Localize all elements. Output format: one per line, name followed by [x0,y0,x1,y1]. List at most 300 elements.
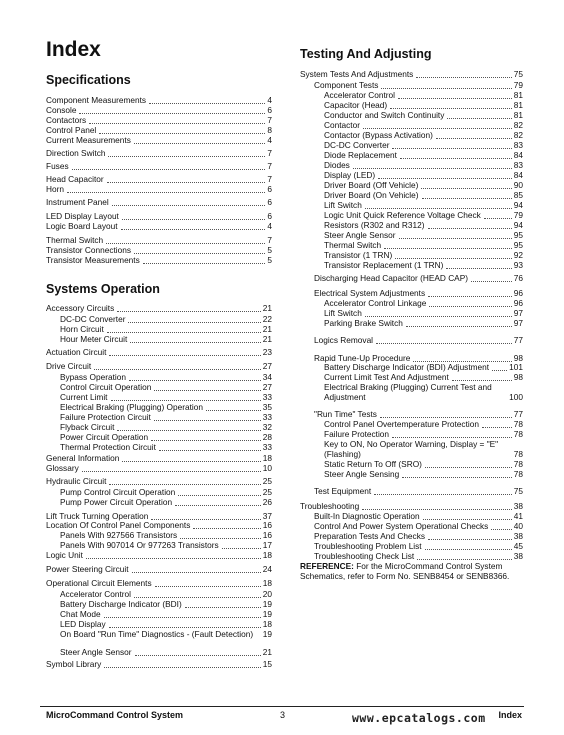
entry-page: 94 [513,220,523,230]
dot-leader [452,380,512,381]
entry-label: Transistor Measurements [46,255,140,265]
index-entry [60,630,272,640]
entry-label: Current Limit Test And Adjustment [324,372,449,382]
entry-page: 81 [513,90,523,100]
dot-leader [111,400,261,401]
entry-label: DC-DC Converter [60,314,126,324]
entry-label: Static Return To Off (SRO) [324,459,422,469]
entry-page: 41 [513,511,523,521]
entry-page: 24 [262,564,272,574]
dot-leader [392,148,511,149]
dot-leader [406,326,512,327]
index-entry [46,477,272,487]
entry-label: Accessory Circuits [46,303,115,313]
entry-label: Display (LED) [324,170,376,180]
entry-label: Pump Control Circuit Operation [60,487,176,497]
entry-label: General Information [46,453,120,463]
dot-leader [67,192,265,193]
entry-label: System Tests And Adjustments [300,69,414,79]
entry-page: 83 [513,140,523,150]
entry-page: 8 [267,125,272,135]
dot-leader [112,205,266,206]
dot-leader [175,505,261,506]
entry-page: 28 [262,432,272,442]
dot-leader [143,263,266,264]
entry-label: Hydraulic Circuit [46,476,107,486]
dot-leader [492,370,507,371]
dot-leader [365,208,512,209]
entry-label: Pump Power Circuit Operation [60,497,173,507]
entry-page: 82 [513,120,523,130]
entry-label: Control Circuit Operation [60,382,152,392]
entry-page: 33 [262,412,272,422]
dot-leader [185,607,261,608]
entry-page: 10 [262,463,272,473]
entry-page: 32 [262,422,272,432]
entry-page: 7 [267,235,272,245]
entry-label: Conductor and Switch Continuity [324,110,445,120]
dot-leader [72,169,266,170]
entry-label: Current Measurements [46,135,131,145]
entry-label: Capacitor (Head) [324,100,388,110]
footer-rule [40,706,524,707]
dot-leader [149,103,265,104]
dot-leader [129,380,261,381]
entry-label: Built-In Diagnostic Operation [314,511,420,521]
entry-page: 101 [509,362,523,372]
dot-leader [395,258,512,259]
entry-label: Transistor Connections [46,245,132,255]
dot-leader [446,268,511,269]
dot-leader [193,528,260,529]
entry-label: Steer Angle Sensor [60,647,132,657]
entry-page: 35 [262,402,272,412]
dot-leader [484,218,512,219]
entry-page: 7 [267,174,272,184]
entry-page: 33 [262,442,272,452]
index-entry [46,256,272,266]
index-entry [314,336,523,346]
entry-page: 79 [513,80,523,90]
entry-page: 27 [262,361,272,371]
footer-section: Index [498,710,522,720]
entry-label: Parking Brake Switch [324,318,403,328]
index-entry [60,498,272,508]
dot-leader [428,539,512,540]
entry-label: Rapid Tune-Up Procedure [314,353,411,363]
entry-label: DC-DC Converter [324,140,390,150]
entry-label: Electrical System Adjustments [314,288,426,298]
entry-label: Thermal Switch [46,235,104,245]
entry-page: 38 [513,551,523,561]
entry-page: 27 [262,382,272,392]
dot-leader [222,548,261,549]
dot-leader [428,296,512,297]
dot-leader [436,138,512,139]
dot-leader [425,467,512,468]
dot-leader [482,427,512,428]
entry-label: Driver Board (Off Vehicle) [324,180,419,190]
entry-label: Horn [46,184,64,194]
reference-label: REFERENCE: [300,561,354,571]
index-entry [324,383,523,402]
index-entry [46,136,272,146]
entry-page: 4 [267,135,272,145]
dot-leader [378,178,512,179]
dot-leader [422,198,512,199]
dot-leader [429,306,511,307]
entry-page: 77 [513,409,523,419]
index-entry [46,222,272,232]
entry-page: 21 [262,334,272,344]
dot-leader [107,182,266,183]
entry-label: Control Panel [46,125,97,135]
dot-leader [180,538,261,539]
entry-page: 19 [262,609,272,619]
entry-label: Thermal Protection Circuit [60,442,156,452]
entry-label: Electrical Braking (Plugging) Current Test and Adjustment [324,382,492,402]
dot-leader [122,219,266,220]
entry-label: Lift Truck Turning Operation [46,511,149,521]
entry-page: 17 [262,540,272,550]
dot-leader [117,430,260,431]
entry-label: Chat Mode [60,609,101,619]
dot-leader [89,123,265,124]
dot-leader [154,390,260,391]
entry-label: Failure Protection Circuit [60,412,151,422]
index-entry [46,362,272,372]
index-entry [46,348,272,358]
entry-page: 38 [513,501,523,511]
entry-page: 37 [262,511,272,521]
entry-page: 19 [262,599,272,609]
index-entry [46,579,272,589]
footer-page-number: 3 [280,710,286,720]
entry-page: 79 [513,210,523,220]
entry-label: Component Tests [314,80,379,90]
entry-label: Horn Circuit [60,324,104,334]
dot-leader [134,253,265,254]
entry-page: 84 [513,170,523,180]
entry-page: 7 [267,161,272,171]
entry-page: 75 [513,69,523,79]
entry-page: 78 [513,448,523,459]
dot-leader [135,655,261,656]
dot-leader [447,118,511,119]
entry-page: 98 [513,353,523,363]
index-entry [314,487,523,497]
dot-leader [376,343,512,344]
entry-page: 38 [513,531,523,541]
dot-leader [86,558,261,559]
entry-page: 22 [262,314,272,324]
index-entry [60,335,272,345]
entry-label: Resistors (R302 and R312) [324,220,425,230]
index-entry [300,70,523,80]
dot-leader [400,158,512,159]
entry-page: 6 [267,197,272,207]
entry-label: Contactor (Bypass Activation) [324,130,433,140]
entry-page: 97 [513,318,523,328]
watermark: www.epcatalogs.com [352,711,486,725]
entry-label: Logic Board Layout [46,221,118,231]
dot-leader [392,437,512,438]
entry-label: Power Steering Circuit [46,564,129,574]
dot-leader [425,549,512,550]
entry-label: Head Capacitor [46,174,104,184]
entry-page: 83 [513,160,523,170]
entry-label: Lift Switch [324,200,362,210]
entry-label: Bypass Operation [60,372,126,382]
entry-label: Symbol Library [46,659,102,669]
entry-label: Operational Circuit Elements [46,578,152,588]
entry-label: LED Display [60,619,106,629]
entry-page: 95 [513,240,523,250]
entry-label: Electrical Braking (Plugging) Operation [60,402,203,412]
entry-label: Location Of Control Panel Components [46,520,191,530]
dot-leader [108,156,265,157]
entry-label: Logic Unit [46,550,83,560]
dot-leader [132,572,261,573]
entry-page: 7 [267,115,272,125]
entry-label: Control And Power System Operational Checks [314,521,489,531]
entry-label: Troubleshooting Check List [314,551,415,561]
entry-page: 78 [513,419,523,429]
index-title: Index [46,38,101,61]
dot-leader [82,471,261,472]
dot-leader [79,113,265,114]
entry-label: Troubleshooting Problem List [314,541,422,551]
index-entry [46,551,272,561]
entry-label: Drive Circuit [46,361,92,371]
index-entry [60,443,272,453]
dot-leader [402,477,512,478]
entry-page: 21 [262,324,272,334]
entry-page: 4 [267,221,272,231]
dot-leader [130,342,260,343]
index-entry [46,464,272,474]
dot-leader [134,143,266,144]
entry-page: 78 [513,429,523,439]
dot-leader [134,597,261,598]
dot-leader [398,98,512,99]
entry-page: 18 [262,619,272,629]
index-entry [324,470,523,480]
dot-leader [117,311,261,312]
dot-leader [109,355,260,356]
entry-label: Glossary [46,463,79,473]
entry-page: 85 [513,190,523,200]
dot-leader [104,667,260,668]
entry-page: 75 [513,486,523,496]
index-entry [46,149,272,159]
entry-page: 96 [513,288,523,298]
entry-label: Instrument Panel [46,197,109,207]
entry-page: 77 [513,335,523,345]
entry-label: Direction Switch [46,148,106,158]
entry-label: Fuses [46,161,69,171]
entry-page: 18 [262,550,272,560]
entry-label: Driver Board (On Vehicle) [324,190,419,200]
index-entry [46,454,272,464]
entry-label: Console [46,105,77,115]
entry-label: Key to ON, No Operator Warning, Display = "E" (Flashing) [324,439,499,459]
dot-leader [417,559,512,560]
entry-page: 19 [262,629,272,639]
index-entry [324,319,523,329]
dot-leader [154,420,261,421]
entry-page: 78 [513,469,523,479]
entry-page: 45 [513,541,523,551]
dot-leader [416,77,511,78]
entry-label: Diodes [324,160,350,170]
entry-page: 92 [513,250,523,260]
entry-page: 82 [513,130,523,140]
entry-label: Accelerator Control [60,589,132,599]
index-entry [60,648,272,658]
entry-label: Accelerator Control Linkage [324,298,427,308]
entry-label: Troubleshooting [300,501,360,511]
entry-label: Steer Angle Sensing [324,469,400,479]
entry-label: Panels With 907014 Or 977263 Transistors [60,540,219,550]
index-entry [314,274,523,284]
entry-label: Transistor Replacement (1 TRN) [324,260,444,270]
dot-leader [122,461,260,462]
reference-note [300,561,515,581]
entry-label: Test Equipment [314,486,372,496]
dot-leader [159,450,261,451]
entry-label: Current Limit [60,392,108,402]
dot-leader [99,133,265,134]
entry-page: 5 [267,255,272,265]
entry-page: 6 [267,105,272,115]
dot-leader [491,529,511,530]
index-entry [46,185,272,195]
entry-page: 4 [267,95,272,105]
entry-label: Transistor (1 TRN) [324,250,393,260]
entry-label: Contactor [324,120,360,130]
entry-page: 20 [262,589,272,599]
dot-leader [109,627,261,628]
entry-page: 97 [513,308,523,318]
index-entry [46,660,272,670]
entry-label: On Board "Run Time" Diagnostics - (Fault Detection) [60,629,254,639]
dot-leader [423,519,512,520]
entry-label: Panels With 927566 Transistors [60,530,178,540]
dot-leader [380,417,512,418]
entry-label: Preparation Tests And Checks [314,531,425,541]
entry-label: Logics Removal [314,335,374,345]
entry-page: 6 [267,184,272,194]
entry-label: Contactors [46,115,87,125]
entry-page: 5 [267,245,272,255]
dot-leader [365,316,512,317]
entry-page: 18 [262,578,272,588]
entry-page: 98 [513,372,523,382]
dot-leader [107,332,261,333]
entry-page: 84 [513,150,523,160]
entry-page: 94 [513,200,523,210]
entry-page: 25 [262,476,272,486]
dot-leader [390,108,512,109]
index-entry [46,175,272,185]
entry-label: Flyback Circuit [60,422,115,432]
testing-adjusting-heading: Testing And Adjusting [300,47,432,61]
entry-page: 16 [262,520,272,530]
entry-page: 96 [513,298,523,308]
entry-page: 33 [262,392,272,402]
dot-leader [121,229,266,230]
entry-page: 16 [262,530,272,540]
systems-operation-heading: Systems Operation [46,282,160,296]
entry-page: 25 [262,487,272,497]
dot-leader [128,322,260,323]
dot-leader [206,410,261,411]
entry-page: 6 [267,211,272,221]
index-entry [324,151,523,161]
specifications-heading: Specifications [46,73,131,87]
entry-page: 81 [513,110,523,120]
dot-leader [384,248,512,249]
entry-label: Actuation Circuit [46,347,107,357]
index-entry [46,162,272,172]
entry-label: Failure Protection [324,429,390,439]
entry-label: Logic Unit Quick Reference Voltage Check [324,210,481,220]
index-entry [60,541,272,551]
dot-leader [155,586,261,587]
reference-text: For the MicroCommand Control System Schematics, refer to Form No. SENB8454 or SENB8366. [300,561,510,581]
dot-leader [94,369,261,370]
dot-leader [399,238,512,239]
dot-leader [421,188,511,189]
entry-page: 7 [267,148,272,158]
entry-label: Component Measurements [46,95,147,105]
index-entry [46,565,272,575]
index-entry [324,261,523,271]
entry-page: 100 [509,391,523,402]
dot-leader [362,509,512,510]
entry-page: 40 [513,521,523,531]
entry-page: 93 [513,260,523,270]
entry-page: 34 [262,372,272,382]
dot-leader [106,243,265,244]
dot-leader [381,88,511,89]
entry-page: 95 [513,230,523,240]
index-entry [46,96,272,106]
index-entry [324,440,523,459]
entry-page: 26 [262,497,272,507]
entry-label: Steer Angle Sensor [324,230,396,240]
entry-page: 18 [262,453,272,463]
entry-page: 81 [513,100,523,110]
entry-label: Control Panel Overtemperature Protection [324,419,479,429]
entry-label: Accelerator Control [324,90,396,100]
entry-label: Battery Discharge Indicator (BDI) [60,599,182,609]
entry-label: Diode Replacement [324,150,397,160]
entry-page: 15 [262,659,272,669]
dot-leader [363,128,512,129]
dot-leader [151,440,261,441]
index-entry [46,304,272,314]
entry-label: Discharging Head Capacitor (HEAD CAP) [314,273,469,283]
entry-page: 23 [262,347,272,357]
dot-leader [471,281,512,282]
dot-leader [178,495,260,496]
dot-leader [109,484,260,485]
footer-title: MicroCommand Control System [46,710,184,720]
entry-page: 21 [262,303,272,313]
index-entry [46,198,272,208]
